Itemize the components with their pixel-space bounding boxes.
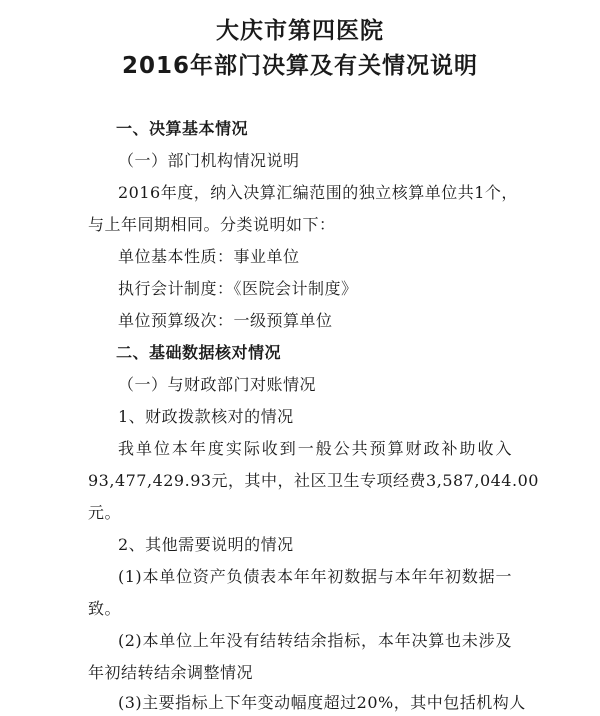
paragraph-line: 执行会计制度：《医院会计制度》 xyxy=(118,279,358,298)
paragraph-line: 年初结转结余调整情况 xyxy=(88,663,254,682)
paragraph-line: (1)本单位资产负债表本年年初数据与本年年初数据一 xyxy=(118,567,512,586)
document-title-hospital: 大庆市第四医院 xyxy=(216,18,384,44)
subsection-heading: （一）部门机构情况说明 xyxy=(118,151,300,170)
paragraph-line: 我单位本年度实际收到一般公共预算财政补助收入 xyxy=(118,439,512,458)
paragraph-line: (3)主要指标上下年变动幅度超过20%，其中包括机构人 xyxy=(118,693,526,712)
paragraph-line: 致。 xyxy=(88,599,122,618)
paragraph-line: 单位基本性质：事业单位 xyxy=(118,247,300,266)
paragraph-line: 1、财政拨款核对的情况 xyxy=(118,407,294,426)
document-title-report: 2016年部门决算及有关情况说明 xyxy=(121,53,478,79)
paragraph-line: 元。 xyxy=(88,503,122,522)
section-heading-2: 二、基础数据核对情况 xyxy=(116,343,282,362)
paragraph-line: (2)本单位上年没有结转结余指标，本年决算也未涉及 xyxy=(118,631,512,650)
paragraph-line: 2016年度，纳入决算汇编范围的独立核算单位共1个， xyxy=(118,183,518,202)
paragraph-line: 单位预算级次：一级预算单位 xyxy=(118,311,333,330)
paragraph-line: 与上年同期相同。分类说明如下： xyxy=(88,215,336,234)
section-heading-1: 一、决算基本情况 xyxy=(116,119,249,138)
paragraph-line: 93,477,429.93元，其中，社区卫生专项经费3,587,044.00 xyxy=(88,471,539,490)
subsection-heading: （一）与财政部门对账情况 xyxy=(118,375,317,394)
paragraph-line: 2、其他需要说明的情况 xyxy=(118,535,294,554)
